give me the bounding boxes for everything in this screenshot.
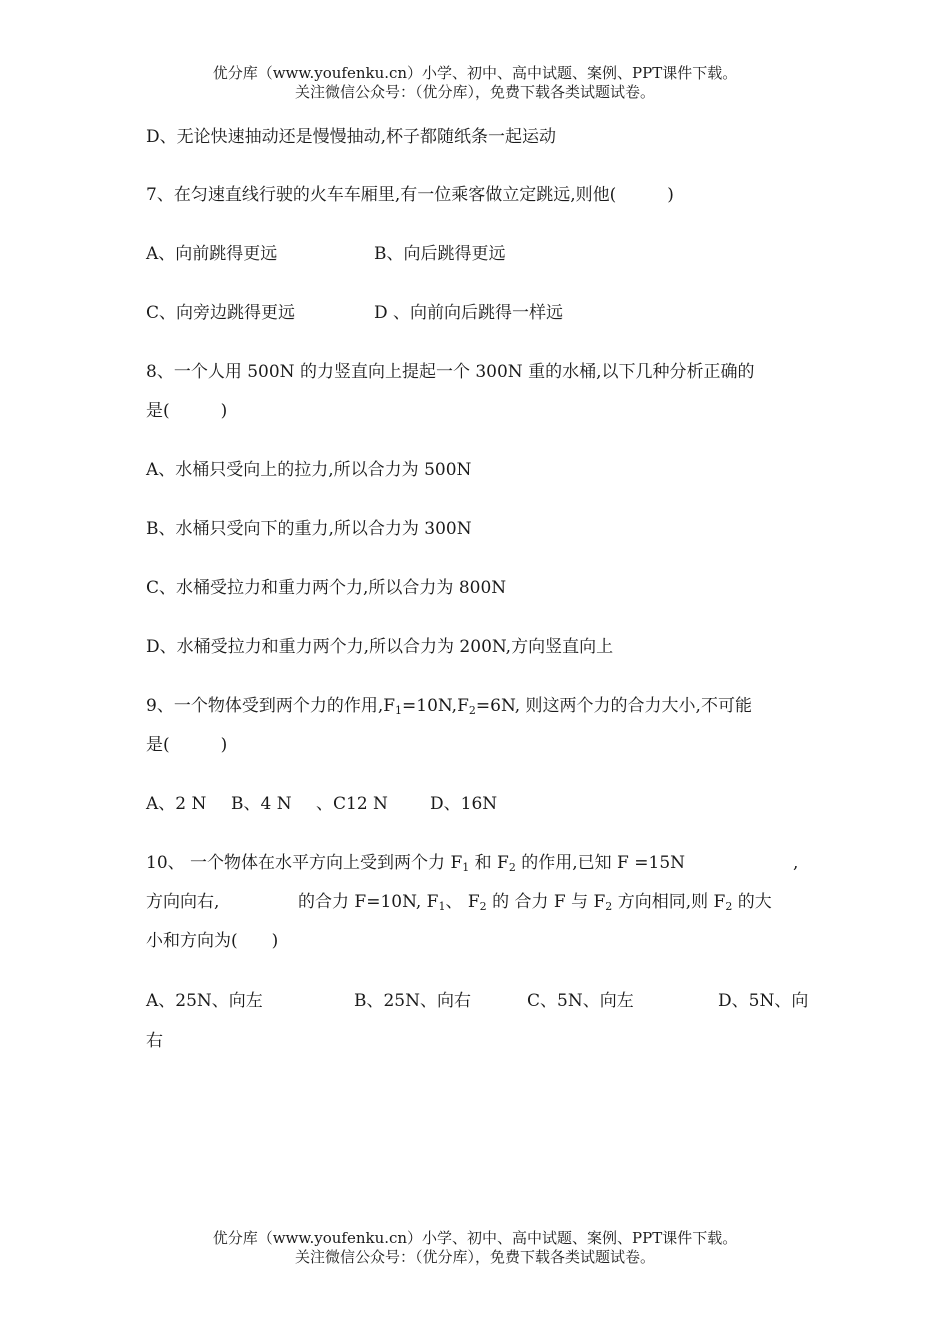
page-footer [0,1229,950,1267]
footer-line-1: 优分库（www.youfenku.cn）小学、初中、高中试题、案例、PPT课件下载。 [212,1229,738,1247]
header-line-1: 优分库（www.youfenku.cn）小学、初中、高中试题、案例、PPT课件下载。 [212,64,738,82]
q9-option-b: B、4 N [231,794,292,814]
q7-option-c: C、向旁边跳得更远 [146,303,296,323]
q10-stem-line-2b: 的合力 F=10N, $F_1$、 $F_2$ 的 合力 F 与 $F_2$ 方向相同,则 $F_2$ 的大 [298,892,772,913]
q9-stem-line-2: 是( ) [146,735,228,755]
q6-option-d: D、无论快速抽动还是慢慢抽动,杯子都随纸条一起运动 [146,127,557,147]
q8-option-c: C、水桶受拉力和重力两个力,所以合力为 800N [146,578,507,598]
q10-stem-line-2a: 方向向右, [146,892,220,912]
q10-stem-comma: , [793,853,799,873]
q9-option-a: A、2 N [146,794,207,814]
q7-option-d: D 、向前向后跳得一样远 [374,303,564,323]
q10-option-d: D、5N、向 [718,991,809,1011]
q7-option-a: A、向前跳得更远 [146,244,278,264]
q10-option-d-continued: 右 [146,1031,163,1051]
q8-option-a: A、水桶只受向上的拉力,所以合力为 500N [146,460,472,480]
q9-option-c: 、C12 N [316,794,388,814]
q10-stem-line-3: 小和方向为( ) [146,931,279,951]
q10-stem-line-1: 10、 一个物体在水平方向上受到两个力 $F_1$ 和 $F_2$ 的作用,已知 F =15N [146,853,686,874]
q10-option-b: B、25N、向右 [354,991,471,1011]
q8-stem-line-2: 是( ) [146,401,228,421]
header-line-2: 关注微信公众号：（优分库），免费下载各类试题试卷。 [294,83,655,101]
q9-option-d: D、16N [430,794,498,814]
q9-stem-line-1: 9、一个物体受到两个力的作用$,F_1=10N,F_2=6N$, 则这两个力的合力大小,不可能 [146,696,752,717]
q7-option-b: B、向后跳得更远 [374,244,506,264]
footer-line-2: 关注微信公众号：（优分库），免费下载各类试题试卷。 [294,1248,655,1266]
q7-stem: 7、在匀速直线行驶的火车车厢里,有一位乘客做立定跳远,则他( ) [146,185,674,205]
q8-option-d: D、水桶受拉力和重力两个力,所以合力为 200N,方向竖直向上 [146,637,614,657]
q10-option-c: C、5N、向左 [527,991,634,1011]
q10-option-a: A、25N、向左 [146,991,263,1011]
q8-stem-line-1: 8、一个人用 500N 的力竖直向上提起一个 300N 重的水桶,以下几种分析正确的 [146,362,755,382]
q8-option-b: B、水桶只受向下的重力,所以合力为 300N [146,519,472,539]
page-header [0,64,950,102]
